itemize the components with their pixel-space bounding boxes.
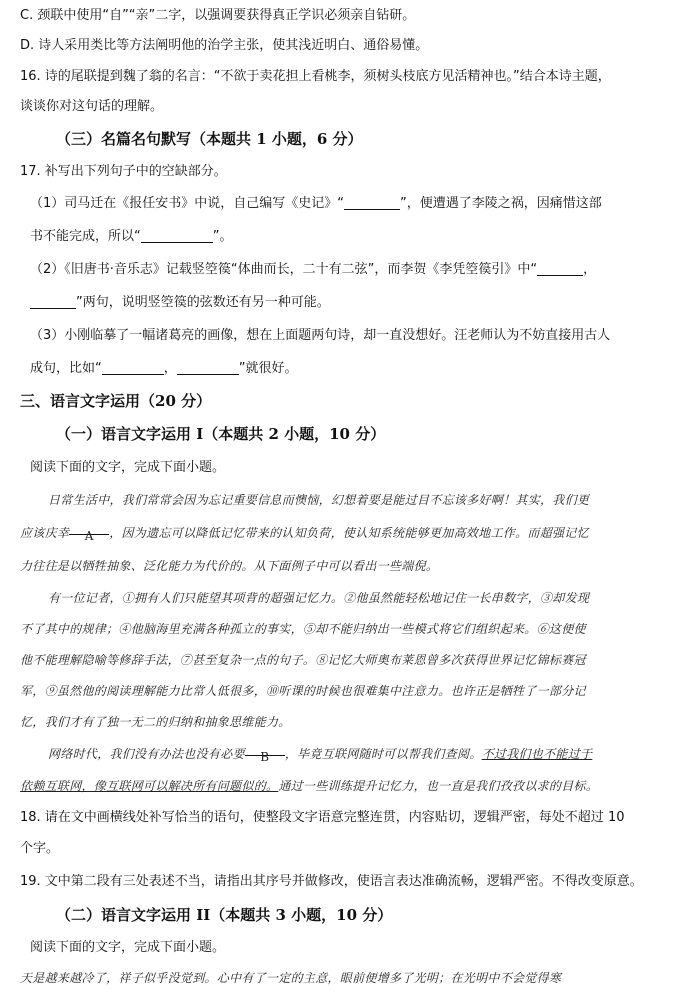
p3-text-c: 通过一些训练提升记忆力，也一直是我们孜孜以求的目标。 <box>278 779 599 793</box>
passage-p1-line-2 <box>20 517 680 550</box>
reading-instruction: 阅读下面的文字，完成下面小题。 <box>30 460 226 475</box>
q17-3-text-d: ”就很好。 <box>238 361 298 376</box>
blank-a-label[interactable]: A <box>69 520 109 535</box>
subsection-heading-language-2: （二）语言文字运用 II（本题共 3 小题，10 分） <box>56 906 393 924</box>
section-heading-recitation: （三）名篇名句默写（本题共 1 小题，6 分） <box>56 130 363 148</box>
question-17: 17. 补写出下列句子中的空缺部分。 <box>20 164 227 179</box>
question-17-item-2-cont <box>20 286 680 319</box>
passage-p2-line-3: 他不能理解隐喻等修辞手法，⑦甚至复杂一点的句子。⑧记忆大师奥布莱恩曾多次获得世界记忆锦标赛冠 <box>20 653 586 667</box>
q17-1-text-c: 书不能完成，所以“ <box>30 229 141 244</box>
reading-instruction-2: 阅读下面的文字，完成下面小题。 <box>30 940 226 955</box>
answer-blank[interactable] <box>344 195 400 210</box>
question-19: 19. 文中第二段有三处表述不当，请指出其序号并做修改，使语言表达准确流畅，逻辑严密。不得改变原意。 <box>20 874 643 889</box>
passage-p4-line-1: 天是越来越冷了，祥子似乎没觉到。心中有了一定的主意，眼前便增多了光明；在光明中不会觉得寒 <box>20 971 562 985</box>
q17-1-text-a: （1）司马迁在《报任安书》中说，自己编写《史记》“ <box>30 196 345 211</box>
passage-p2-line-4: 军，⑨虽然他的阅读理解能力比常人低很多，⑩听课的时候也很难集中注意力。也许正是牺牲了一部分记 <box>20 684 586 698</box>
question-17-item-1-cont <box>20 220 680 253</box>
answer-blank[interactable] <box>30 294 76 309</box>
answer-blank[interactable] <box>102 360 164 375</box>
passage-p1-line-1: 日常生活中，我们常常会因为忘记重要信息而懊恼，幻想着要是能过目不忘该多好啊！其实，我们更 <box>48 493 590 507</box>
passage-p2-line-5: 忆，我们才有了独一无二的归纳和抽象思维能力。 <box>20 715 291 729</box>
subsection-heading-language-1: （一）语言文字运用 I（本题共 2 小题，10 分） <box>56 425 386 443</box>
passage-p2-line-2: 不了其中的规律；④他脑海里充满各种孤立的事实，⑤却不能归纳出一些模式将它们组织起来。⑥这便使 <box>20 622 586 636</box>
answer-blank[interactable] <box>141 228 213 243</box>
section-heading-language: 三、语言文字运用（20 分） <box>20 392 212 410</box>
p1-text-c: ，因为遗忘可以降低记忆带来的认知负荷，使认知系统能够更加高效地工作。而超强记忆 <box>109 526 589 540</box>
option-d: D. 诗人采用类比等方法阐明他的治学主张，使其浅近明白、通俗易懂。 <box>20 38 429 53</box>
q17-1-text-b: ”，便遭遇了李陵之祸，因痛惜这部 <box>400 196 602 211</box>
q17-2-text-c: ”两句，说明竖箜篌的弦数还有另一种可能。 <box>76 295 330 310</box>
passage-p3-line-1 <box>20 738 680 771</box>
answer-blank[interactable] <box>537 261 583 276</box>
q17-2-text-b: ， <box>583 262 597 277</box>
p1-text-b: 应该庆幸 <box>20 526 70 540</box>
question-18: 18. 请在文中画横线处补写恰当的语句，使整段文字语意完整连贯，内容贴切，逻辑严密，每处不超过 10 <box>20 810 625 825</box>
q17-2-text-a: （2）《旧唐书·音乐志》记载竖箜篌“体曲而长，二十有二弦”，而李贺《李凭箜篌引》中“ <box>30 262 538 277</box>
question-16-cont: 谈谈你对这句话的理解。 <box>20 99 164 114</box>
p3-text-a: 网络时代，我们没有办法也没有必要 <box>48 747 245 761</box>
question-17-item-3: （3）小刚临摹了一幅诸葛亮的画像，想在上面题两句诗，却一直没想好。汪老师认为不妨直接用古人 <box>30 328 611 343</box>
q17-1-text-d: ”。 <box>212 229 233 244</box>
p3-text-b: ，毕竟互联网随时可以帮我们查阅。 <box>284 747 482 761</box>
question-17-item-2 <box>20 253 680 286</box>
passage-p3-line-2 <box>20 771 680 802</box>
question-18-cont: 个字。 <box>20 841 60 856</box>
question-16: 16. 诗的尾联提到魏了翁的名言：“不欲于卖花担上看桃李，须树头枝底方见活精神也。”结合本诗主题， <box>20 69 611 84</box>
question-17-item-3-cont <box>20 352 680 385</box>
passage-p2-line-1: 有一位记者，①拥有人们只能望其项背的超强记忆力。②他虽然能轻松地记住一长串数字，③却发现 <box>48 591 590 605</box>
underlined-sentence-part-1: 不过我们也不能过于 <box>481 747 593 761</box>
underlined-sentence-part-2: 依赖互联网，像互联网可以解决所有问题似的。 <box>20 779 279 793</box>
question-17-item-1 <box>20 187 680 220</box>
passage-p1-line-3: 力往往是以牺牲抽象、泛化能力为代价的。从下面例子中可以看出一些端倪。 <box>20 559 439 573</box>
blank-b-label[interactable]: B <box>245 741 285 756</box>
q17-3-text-c: ， <box>163 361 177 376</box>
answer-blank[interactable] <box>177 360 239 375</box>
option-c: C. 颈联中使用“自”“亲”二字，以强调要获得真正学识必须亲自钻研。 <box>20 8 416 23</box>
q17-3-text-b: 成句，比如“ <box>30 361 102 376</box>
